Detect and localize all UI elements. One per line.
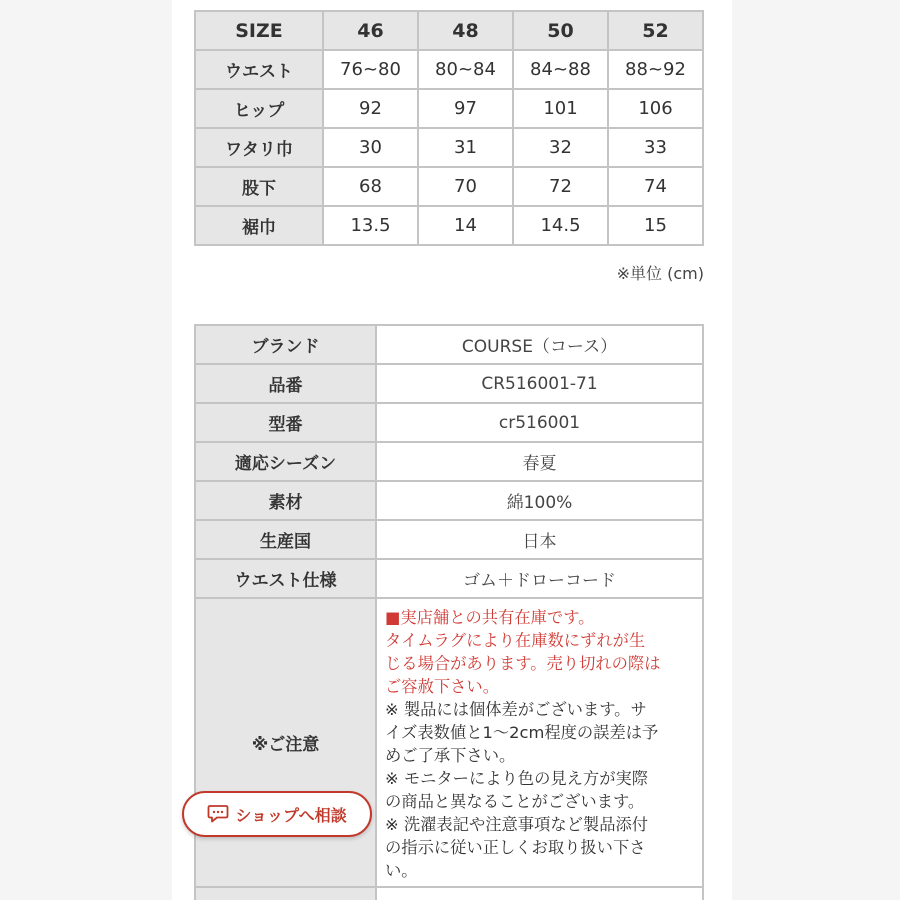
size-header-label: SIZE bbox=[195, 11, 323, 50]
spec-value-empty bbox=[376, 887, 703, 900]
size-row-label: 裾巾 bbox=[195, 206, 323, 245]
size-cell: 14 bbox=[418, 206, 513, 245]
spec-value: cr516001 bbox=[376, 403, 703, 442]
size-cell: 33 bbox=[608, 128, 703, 167]
spec-row-waist-spec bbox=[195, 559, 703, 598]
product-detail-panel bbox=[172, 0, 732, 900]
spec-row-notice bbox=[195, 598, 703, 887]
size-cell: 74 bbox=[608, 167, 703, 206]
size-header-46: 46 bbox=[323, 11, 418, 50]
note-line: の商品と異なることがございます。 bbox=[385, 792, 645, 811]
size-cell: 31 bbox=[418, 128, 513, 167]
size-cell: 32 bbox=[513, 128, 608, 167]
size-header-52: 52 bbox=[608, 11, 703, 50]
spec-label: 適応シーズン bbox=[195, 442, 376, 481]
note-line: い。 bbox=[385, 861, 418, 880]
warning-line: ■実店舗との共有在庫です。 bbox=[385, 608, 595, 627]
size-row-thigh bbox=[195, 128, 703, 167]
unit-note: ※単位 (cm) bbox=[616, 264, 704, 283]
warning-line: じる場合があります。売り切れの際は bbox=[385, 654, 661, 673]
spec-row-brand bbox=[195, 325, 703, 364]
size-row-label: ワタリ巾 bbox=[195, 128, 323, 167]
size-cell: 13.5 bbox=[323, 206, 418, 245]
spec-value: COURSE（コース） bbox=[376, 325, 703, 364]
size-row-label: ヒップ bbox=[195, 89, 323, 128]
size-row-label: ウエスト bbox=[195, 50, 323, 89]
spec-value: CR516001-71 bbox=[376, 364, 703, 403]
note-line: イズ表数値と1〜2cm程度の誤差は予 bbox=[385, 723, 659, 742]
spec-row-material bbox=[195, 481, 703, 520]
size-row-label: 股下 bbox=[195, 167, 323, 206]
size-header-row bbox=[195, 11, 703, 50]
notice-text bbox=[376, 598, 703, 887]
spec-label: 生産国 bbox=[195, 520, 376, 559]
shop-consult-label: ショップへ相談 bbox=[235, 805, 347, 825]
warning-line: タイムラグにより在庫数にずれが生 bbox=[385, 631, 646, 650]
size-cell: 88~92 bbox=[608, 50, 703, 89]
note-line: めご了承下さい。 bbox=[385, 746, 516, 765]
note-line: ※ モニターにより色の見え方が実際 bbox=[385, 769, 649, 788]
size-cell: 106 bbox=[608, 89, 703, 128]
stock-warning bbox=[385, 606, 696, 698]
spec-label: ブランド bbox=[195, 325, 376, 364]
size-chart-table bbox=[194, 10, 704, 246]
size-cell: 15 bbox=[608, 206, 703, 245]
size-cell: 97 bbox=[418, 89, 513, 128]
notice-label: ※ご注意 bbox=[195, 598, 376, 887]
size-cell: 80~84 bbox=[418, 50, 513, 89]
chat-bubble-icon bbox=[207, 804, 229, 824]
spec-row-model-number bbox=[195, 403, 703, 442]
spec-value: 春夏 bbox=[376, 442, 703, 481]
size-header-48: 48 bbox=[418, 11, 513, 50]
note-line: ※ 製品には個体差がございます。サ bbox=[385, 700, 647, 719]
note-line: の指示に従い正しくお取り扱い下さ bbox=[385, 838, 646, 857]
size-cell: 72 bbox=[513, 167, 608, 206]
size-cell: 68 bbox=[323, 167, 418, 206]
size-cell: 92 bbox=[323, 89, 418, 128]
spec-label: ウエスト仕様 bbox=[195, 559, 376, 598]
shop-consult-button[interactable] bbox=[182, 791, 372, 837]
size-row-inseam bbox=[195, 167, 703, 206]
spec-label: 品番 bbox=[195, 364, 376, 403]
spec-label: 型番 bbox=[195, 403, 376, 442]
size-row-hem bbox=[195, 206, 703, 245]
spec-value: 日本 bbox=[376, 520, 703, 559]
size-cell: 76~80 bbox=[323, 50, 418, 89]
spec-label: 素材 bbox=[195, 481, 376, 520]
size-cell: 30 bbox=[323, 128, 418, 167]
spec-row-country bbox=[195, 520, 703, 559]
spec-value: 綿100% bbox=[376, 481, 703, 520]
spec-row-item-number bbox=[195, 364, 703, 403]
spec-row-next bbox=[195, 887, 703, 900]
size-cell: 70 bbox=[418, 167, 513, 206]
size-header-50: 50 bbox=[513, 11, 608, 50]
warning-line: ご容赦下さい。 bbox=[385, 677, 499, 696]
note-line: ※ 洗濯表記や注意事項など製品添付 bbox=[385, 815, 649, 834]
size-cell: 84~88 bbox=[513, 50, 608, 89]
size-row-waist bbox=[195, 50, 703, 89]
size-row-hip bbox=[195, 89, 703, 128]
size-cell: 14.5 bbox=[513, 206, 608, 245]
spec-value: ゴム＋ドローコード bbox=[376, 559, 703, 598]
size-cell: 101 bbox=[513, 89, 608, 128]
spec-label-empty bbox=[195, 887, 376, 900]
spec-row-season bbox=[195, 442, 703, 481]
product-notes bbox=[385, 698, 696, 882]
